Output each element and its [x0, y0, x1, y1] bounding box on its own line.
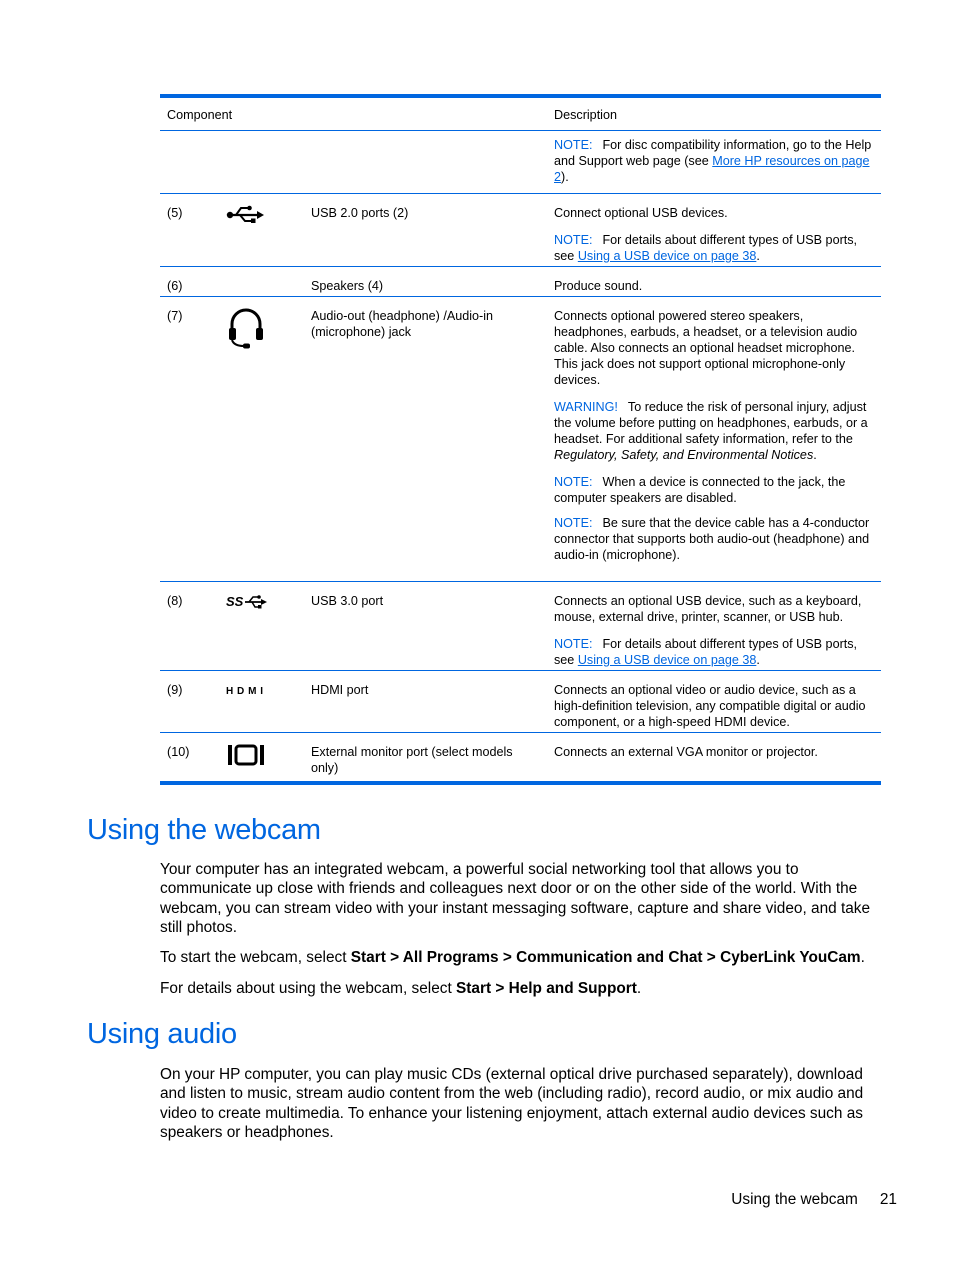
- webcam-paragraph: Your computer has an integrated webcam, a powerful social networking tool that allows you to communicate up close with friends and colleagues next door or on the other side of the world. With the webcam, you can stream video with your instant messaging software, capture and share video, and take still photos.: [160, 861, 871, 937]
- usb-device-link[interactable]: Using a USB device on page 38: [577, 249, 757, 263]
- description-cell: Connect optional USB devices. NOTE: For details about different types of USB ports, see Using a USB device on page 38.: [554, 206, 858, 263]
- row-number: (7): [167, 309, 183, 323]
- row-number: (6): [167, 279, 183, 293]
- header-description: Description: [554, 108, 617, 122]
- usb-icon: [226, 203, 266, 233]
- header-component: Component: [167, 108, 233, 122]
- webcam-help-paragraph: For details about using the webcam, select Start > Help and Support.: [160, 980, 642, 997]
- usb-device-link[interactable]: Using a USB device on page 38: [577, 653, 757, 667]
- component-name: USB 2.0 ports (2): [311, 206, 409, 220]
- row-number: (5): [167, 206, 183, 220]
- table-row: [160, 267, 881, 297]
- note-label: NOTE:: [554, 233, 593, 247]
- component-name: Speakers (4): [311, 279, 384, 293]
- description-cell: NOTE: For disc compatibility information, go to the Help and Support web page (see More HP resources on page 2).: [554, 138, 872, 184]
- webcam-heading: Using the webcam: [87, 814, 321, 846]
- note-label: NOTE:: [554, 516, 593, 530]
- component-name: Audio-out (headphone) /Audio-in (microphone) jack: [311, 309, 494, 339]
- component-name: External monitor port (select models only): [311, 745, 513, 775]
- table-row: [160, 297, 881, 582]
- table-row: [160, 671, 881, 733]
- headphone-icon: [226, 306, 266, 350]
- page-footer: [731, 1191, 897, 1209]
- components-table: [160, 94, 881, 785]
- audio-heading: Using audio: [87, 1018, 237, 1050]
- table-row: [160, 582, 881, 671]
- note-label: NOTE:: [554, 637, 593, 651]
- svg-text:HDMI: HDMI: [226, 686, 263, 697]
- note-label: NOTE:: [554, 475, 593, 489]
- description-cell: Connects an optional USB device, such as a keyboard, mouse, external drive, printer, scanner, or USB hub. NOTE: For details about different types of USB ports, see Using a USB device on page 38.: [554, 594, 862, 667]
- webcam-start-paragraph: To start the webcam, select Start > All Programs > Communication and Chat > CyberLink YouCam.: [160, 949, 865, 966]
- page-number: 21: [879, 1191, 897, 1208]
- footer-section: Using the webcam: [731, 1191, 858, 1208]
- table-row: [160, 194, 881, 267]
- description-cell: Connects an external VGA monitor or projector.: [554, 745, 818, 759]
- row-number: (8): [167, 594, 183, 608]
- description-cell: Produce sound.: [554, 279, 643, 293]
- more-hp-resources-link[interactable]: More HP resources on page 2: [554, 154, 870, 184]
- table-row: [160, 733, 881, 781]
- note-label: NOTE:: [554, 138, 593, 152]
- usb-3-icon: [226, 591, 266, 621]
- description-cell: Connects optional powered stereo speakers, headphones, earbuds, a headset, or a television audio cable. Also connects an optional headset microphone. This jack does not support optional microphone-only devices. WARNING! To reduce the risk of personal injury, adjust the volume before putting on headphones, earbuds, or a headset. For additional safety information, refer to the Regulatory, Safety, and Environmental Notices. NOTE: When a device is connected to the jack, the computer speakers are disabled. NOTE: Be sure that the device cable has a 4-conductor connector that supports both audio-out (headphone) and audio-in (microphone).: [554, 309, 870, 562]
- row-number: (9): [167, 683, 183, 697]
- audio-paragraph: On your HP computer, you can play music CDs (external optical drive purchased separately), download and listen to music, stream audio content from the web (including radio), record audio, or mix audio and video to create multimedia. To enhance your listening enjoyment, attach external audio devices such as speakers or headphones.: [160, 1066, 864, 1142]
- row-number: (10): [167, 745, 190, 759]
- description-cell: Connects an optional video or audio device, such as a high-definition television, any compatible digital or audio component, or a high-speed HDMI device.: [554, 683, 866, 729]
- external-monitor-icon: [226, 742, 266, 772]
- hdmi-icon: [226, 680, 266, 710]
- component-name: HDMI port: [311, 683, 369, 697]
- table-row: [160, 131, 881, 194]
- warning-label: WARNING!: [554, 400, 618, 414]
- table-header: [160, 98, 881, 131]
- svg-text:SS: SS: [226, 594, 244, 609]
- component-name: USB 3.0 port: [311, 594, 384, 608]
